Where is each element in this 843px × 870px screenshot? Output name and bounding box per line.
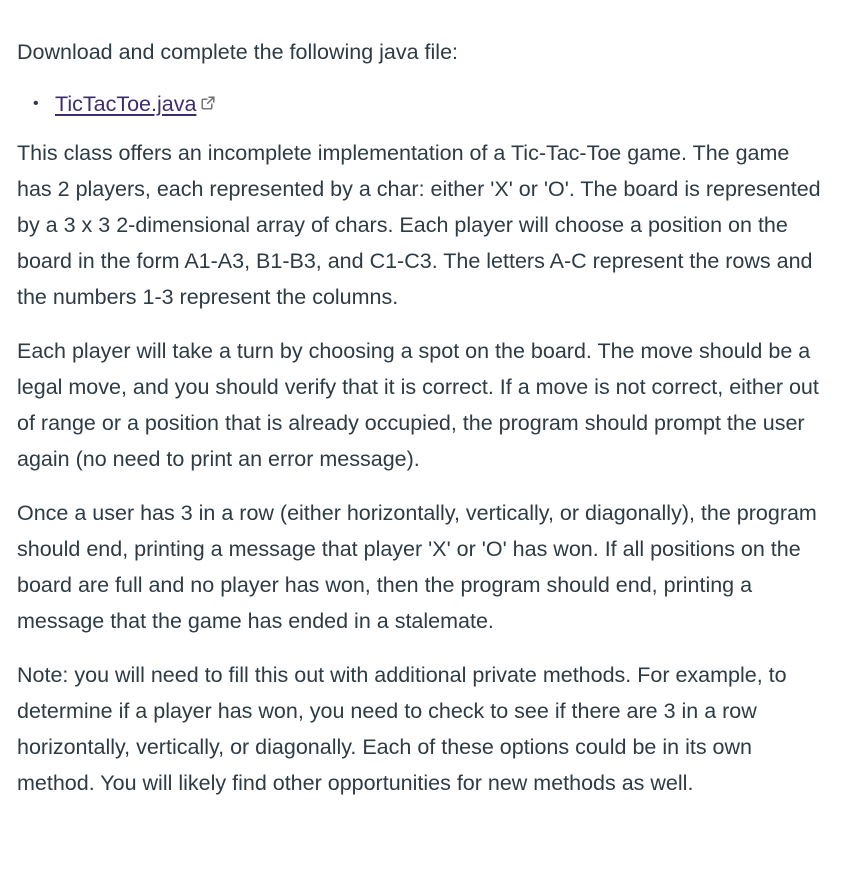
bullet-icon: •: [33, 95, 39, 112]
paragraph-turns: Each player will take a turn by choosing a spot on the board. The move should be a legal move, and you should verify that it is correct. If a move is not correct, either out of range or a position that is already occupied, the program should prompt the user again (no need to print an error message).: [17, 339, 819, 472]
external-link-icon[interactable]: [201, 85, 215, 121]
file-list: [17, 86, 829, 123]
paragraph-class-description: This class offers an incomplete implementation of a Tic-Tac-Toe game. The game has 2 players, each represented by a char: either 'X' or 'O'. The board is represented by a 3 x 3 2-dimensional array of chars. Each player will choose a position on the board in the form A1-A3, B1-B3, and C1-C3. The letters A-C represent the rows and the numbers 1-3 represent the columns.: [17, 141, 821, 310]
paragraph-note: Note: you will need to fill this out with additional private methods. For example, to determine if a player has won, you need to check to see if there are 3 in a row horizontally, vertically, or diagonally. Each of these options could be in its own method. You will likely find other opportunities for new methods as well.: [17, 663, 787, 796]
list-item: [33, 86, 829, 123]
paragraph-win-condition: Once a user has 3 in a row (either horizontally, vertically, or diagonally), the program should end, printing a message that player 'X' or 'O' has won. If all positions on the board are full and no player has won, then the program should end, printing a message that the game has ended in a stalemate.: [17, 501, 817, 634]
intro-text: Download and complete the following java file:: [17, 40, 459, 64]
tictactoe-java-link[interactable]: TicTacToe.java: [55, 92, 197, 116]
